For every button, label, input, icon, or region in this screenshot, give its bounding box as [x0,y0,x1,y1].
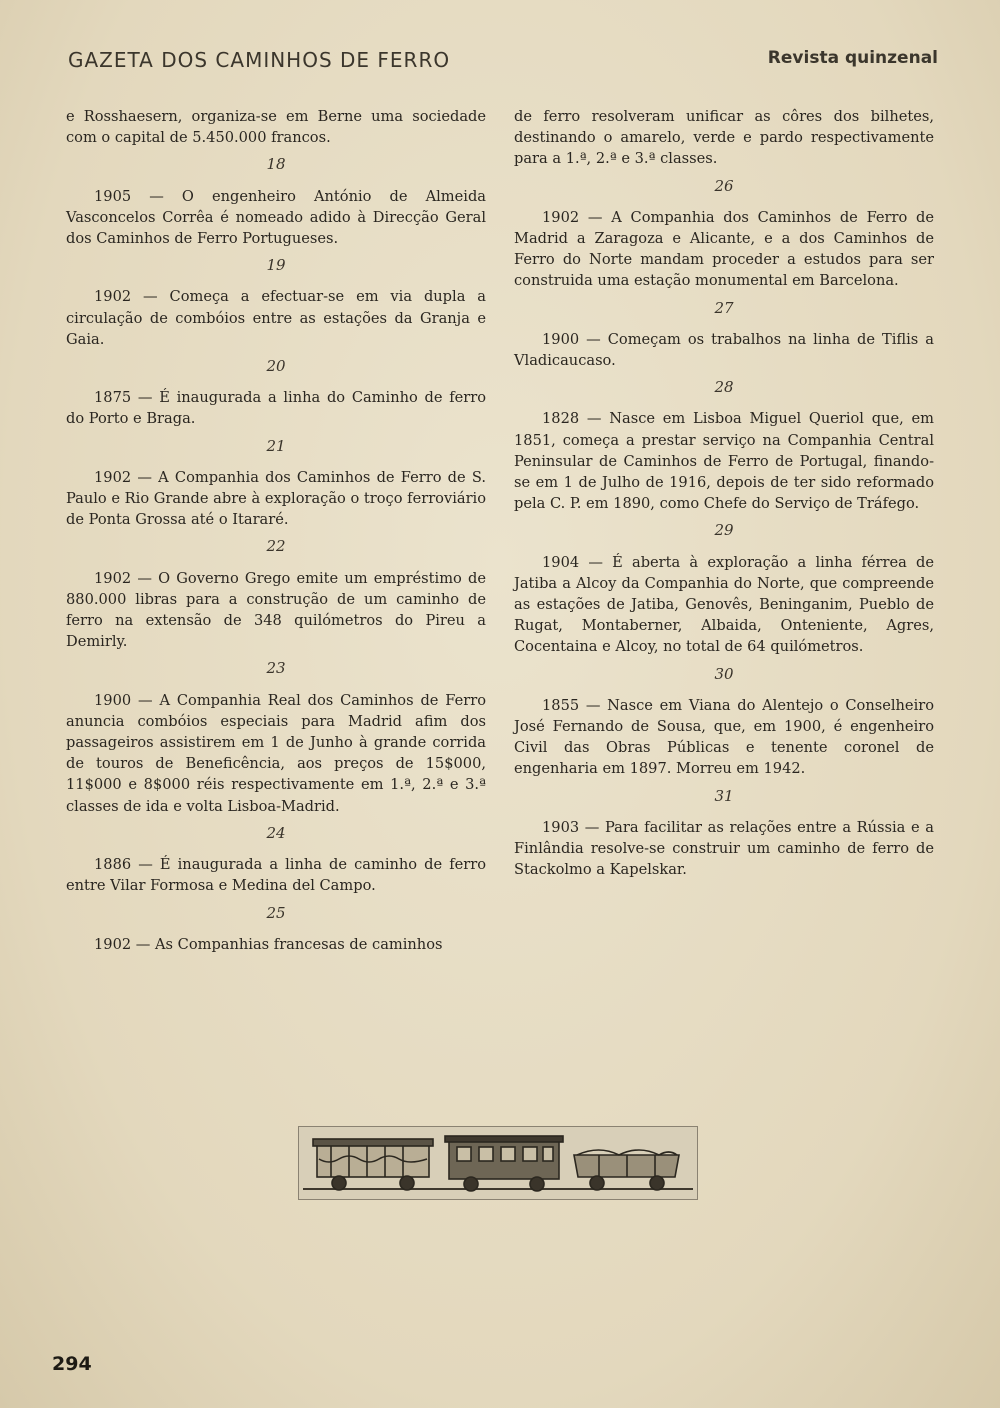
day-heading: 26 [714,176,734,195]
day-heading: 21 [266,436,286,455]
chronology-entry: 1902 — Começa a efectuar-se em via dupla a circulação de combóios entre as estações da Granja e Gaia. [66,288,486,348]
day-heading: 25 [266,903,286,922]
right-column [514,106,934,881]
day-heading: 20 [266,357,286,376]
day-heading: 24 [266,823,286,842]
chronology-entry: 1900 — Começam os trabalhos na linha de Tiflis a Vladicaucaso. [514,330,934,370]
day-heading: 30 [714,664,734,683]
journal-title: GAZETA DOS CAMINHOS DE FERRO [68,48,451,72]
chronology-entry: de ferro resolveram unificar as côres dos bilhetes, destinando o amarelo, verde e pardo respectivamente para a 1.ª, 2.ª e 3.ª classes. [514,108,934,168]
chronology-entry: 1902 — As Companhias francesas de caminhos [94,935,443,953]
chronology-entry: 1902 — A Companhia dos Caminhos de Ferro de S. Paulo e Rio Grande abre à exploração o troço ferroviário de Ponta Grossa até o Itararé. [66,468,486,529]
carriages-illustration [299,1127,697,1199]
chronology-entry: 1900 — A Companhia Real dos Caminhos de Ferro anuncia combóios especiais para Madrid afim dos passageiros assistirem em 1 de Junho à grande corrida de touros de Beneficência, aos preços de 15$000, 11$000 e 8$000 réis respectivamente em 1.ª, 2.ª e 3.ª classes de ida e volta Lisboa-Madrid. [66,691,486,815]
chronology-entry: 1902 — O Governo Grego emite um empréstimo de 880.000 libras para a construção de um caminho de ferro na extensão de 348 quilómetros do Pireu a Demirly. [66,569,486,651]
day-heading: 27 [714,298,734,317]
chronology-entry: 1886 — É inaugurada a linha de caminho de ferro entre Vilar Formosa e Medina del Campo. [66,856,486,895]
page-number: 294 [52,1353,92,1375]
day-heading: 31 [714,786,734,805]
day-heading: 23 [266,659,286,678]
chronology-entry: 1855 — Nasce em Viana do Alentejo o Conselheiro José Fernando de Sousa, que, em 1900, é engenheiro Civil das Obras Públicas e tenente coronel de engenharia em 1897. Morreu em 1942. [514,696,934,778]
chronology-entry: 1903 — Para facilitar as relações entre a Rússia e a Finlândia resolve-se construir um caminho de ferro de Stackolmo a Kapelskar. [514,818,934,879]
chronology-entry: e Rosshaesern, organiza-se em Berne uma sociedade com o capital de 5.450.000 francos. [66,108,486,147]
chronology-entry: 1904 — É aberta à exploração a linha férrea de Jatiba a Alcoy da Companhia do Norte, que compreende as estações de Jatiba, Genovês, Beninganim, Pueblo de Rugat, Montaberner, Albaida, Onteniente, Agres, Cocentaina e Alcoy, no total de 64 quilómetros. [514,553,934,656]
chronology-entry: 1905 — O engenheiro António de Almeida Vasconcelos Corrêa é nomeado adido à Direcção Geral dos Caminhos de Ferro Portugueses. [66,187,486,248]
page-header [68,44,938,78]
chronology-entry: 1828 — Nasce em Lisboa Miguel Queriol que, em 1851, começa a prestar serviço na Companhia Central Peninsular de Caminhos de Ferro de Portugal, finando-se em 1 de Julho de 1916, depois de ter sido reformado pela C. P. em 1890, como Chefe do Serviço de Tráfego. [514,410,934,513]
day-heading: 29 [714,521,734,540]
day-heading: 22 [266,537,286,556]
day-heading: 19 [266,256,286,275]
railway-carriages-icon [298,1126,698,1200]
day-heading: 18 [266,155,286,174]
chronology-entry: 1902 — A Companhia dos Caminhos de Ferro de Madrid a Zaragoza e Alicante, e a dos Caminhos de Ferro do Norte mandam proceder a estudos para ser construida uma estação monumental em Barcelona. [514,208,934,290]
day-heading: 28 [714,378,734,397]
left-column [66,106,486,955]
chronology-entry: 1875 — É inaugurada a linha do Caminho de ferro do Porto e Braga. [66,389,486,428]
journal-subtitle: Revista quinzenal [767,48,938,68]
